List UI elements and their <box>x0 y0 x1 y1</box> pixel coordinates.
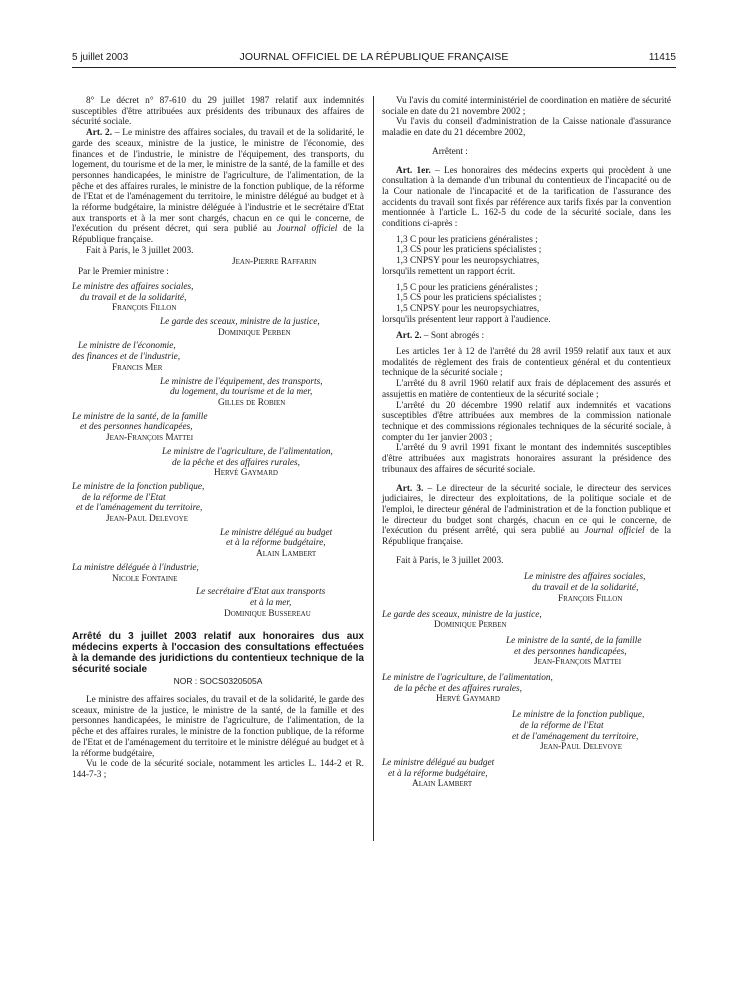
list-item: 1,3 CS pour les praticiens spécialistes ; <box>396 245 542 256</box>
signature-block: Le ministre délégué au budget et à la réforme budgétaire, Alain Lambert <box>382 758 671 790</box>
list-item: 1,5 CNPSY pour les neuropsychiatres, <box>396 303 540 314</box>
signature-block: La ministre déléguée à l'industrie, Nicole Fontaine <box>72 563 364 584</box>
header-rule <box>72 67 676 68</box>
signature-block: Le ministre de la fonction publique, de la réforme de l'Etat et de l'aménagement du territoire, Jean-Paul Delevoye <box>382 710 671 753</box>
article-label: Art. 1er. <box>396 165 431 176</box>
decree-item-8: 8° Le décret n° 87-610 du 29 juillet 1987 relatif aux indemnités susceptibles d'être attribuées aux présidents des tribunaux des affaires de sécurité sociale. <box>72 96 364 128</box>
column-divider <box>373 96 374 841</box>
nor-reference: NOR : SOCS0320505A <box>173 676 263 687</box>
visa-paragraph: Vu le code de la sécurité sociale, notamment les articles L. 144-2 et R. 144-7-3 ; <box>72 759 364 780</box>
article-label: Art. 2. <box>86 128 113 139</box>
left-column <box>72 96 364 781</box>
list-item: lorsqu'ils présentent leur rapport à l'audience. <box>382 314 551 325</box>
signatory-name: Alain Lambert <box>256 549 317 560</box>
signatory-name: Alain Lambert <box>412 779 473 790</box>
signature-block: Le ministre de l'économie, des finances et de l'industrie, Francis Mer <box>72 341 364 373</box>
signature-block: Le garde des sceaux, ministre de la justice, Dominique Perben <box>72 317 364 338</box>
signature-block: Le ministre délégué au budget et à la réforme budgétaire, Alain Lambert <box>72 528 364 560</box>
signatory-name: François Fillon <box>112 303 177 314</box>
page-header <box>72 50 676 66</box>
arrete-intro: Le ministre des affaires sociales, du travail et de la solidarité, le garde des sceaux, ministre de la justice, le ministre de la santé, de la famille et des personnes handicapées, le ministre de l'agriculture, de l'alimentation, de la pêche et des affaires rurales, le ministre de la fonction publique, de la réforme de l'Etat et de l'aménagement du territoire et le ministre délégué au budget et à la réforme budgétaire, <box>72 695 364 759</box>
arretent: Arrêtent : <box>432 146 468 157</box>
signature-block: Le ministre de la santé, de la famille et des personnes handicapées, Jean-François Mattei <box>72 412 364 444</box>
signatory-name: Dominique Perben <box>218 327 291 338</box>
arrete-article-2: Art. 2. – Sont abrogés : <box>396 331 485 342</box>
signatory-name: Hervé Gaymard <box>436 694 500 705</box>
arrete-title: Arrêté du 3 juillet 2003 relatif aux honoraires dus aux médecins experts à l'occasion des consultations effectuées à la demande des juridictions du contentieux technique de la sécurité sociale <box>72 631 364 676</box>
signature-block: Le ministre de la santé, de la famille et des personnes handicapées, Jean-François Mattei <box>382 636 671 668</box>
list-item: 1,5 C pour les praticiens généralistes ; <box>396 282 538 293</box>
fait-a-paris: Fait à Paris, le 3 juillet 2003. <box>86 245 194 256</box>
par-premier-ministre: Par le Premier ministre : <box>78 267 169 278</box>
abrogation-item: L'arrêté du 9 avril 1991 fixant le montant des indemnités susceptibles d'être attribuées aux magistrats honoraires assurant la présidence des tribunaux des affaires de sécurité sociale. <box>382 443 671 475</box>
article-label: Art. 2. <box>396 331 422 342</box>
signature-block: Le ministre des affaires sociales, du travail et de la solidarité, François Fillon <box>382 572 671 604</box>
signature-block: Le secrétaire d'Etat aux transports et à la mer, Dominique Bussereau <box>72 587 364 619</box>
signatory-name: Jean-François Mattei <box>106 433 194 444</box>
fee-list <box>382 235 671 326</box>
arrete-article-1: Art. 1er. – Les honoraires des médecins experts qui procèdent à une consultation à la demande d'un tribunal du contentieux de l'incapacité ou de la Cour nationale de l'incapacité et de la tarification de l'assurance des accidents du travail sont fixés par référence aux tarifs fixés par la convention mentionnée à l'article L. 162-5 du code de la sécurité sociale, dans les conditions ci-après : <box>382 165 671 230</box>
list-item: 1,3 C pour les praticiens généralistes ; <box>396 234 538 245</box>
signatory-name: Gilles de Robien <box>218 397 286 408</box>
page-number: 11415 <box>648 52 676 63</box>
signatory-name: Dominique Bussereau <box>224 608 311 619</box>
abrogation-item: Les articles 1er à 12 de l'arrêté du 28 avril 1959 relatif aux taux et aux modalités de règlement des frais de contentieux général et du contentieux technique de la sécurité sociale ; <box>382 347 671 379</box>
visa-paragraph: Vu l'avis du comité interministériel de coordination en matière de sécurité sociale en date du 21 novembre 2002 ; <box>382 96 671 117</box>
signature-block: Le ministre des affaires sociales, du travail et de la solidarité, François Fillon <box>72 282 364 314</box>
signatory-name: Jean-François Mattei <box>534 657 622 668</box>
signatory-name: Jean-Pierre Raffarin <box>232 256 317 267</box>
signatory-name: Dominique Perben <box>434 620 507 631</box>
signature-block: Le ministre de la fonction publique, de la réforme de l'Etat et de l'aménagement du territoire, Jean-Paul Delevoye <box>72 482 364 525</box>
signatory-name: François Fillon <box>558 593 623 604</box>
list-item: 1,3 CNPSY pour les neuropsychiatres, <box>396 256 540 267</box>
abrogation-item: L'arrêté du 8 avril 1960 relatif aux frais de déplacement des assurés et assujettis en matière de contentieux de la sécurité sociale ; <box>382 379 671 400</box>
journal-officiel-ref: Journal officiel <box>584 526 645 537</box>
decree-article-2: Art. 2. – Le ministre des affaires sociales, du travail et de la solidarité, le garde des sceaux, ministre de la justice, le ministre de l'économie, des finances et de l'industrie, le ministre de l'équipement, des transports, du logement, du tourisme et de la mer, le ministre de la santé, de la famille et des personnes handicapées, le ministre de l'agriculture, de l'alimentation, de la pêche et des affaires rurales, le ministre de la fonction publique, de la réforme de l'Etat et de l'aménagement du territoire, le ministre délégué au budget et à la réforme budgétaire, la ministre déléguée à l'industrie et le secrétaire d'Etat aux transports et à la mer sont chargés, chacun en ce qui le concerne, de l'exécution du présent décret, qui sera publié au Journal officiel de la République française. <box>72 128 365 246</box>
signatory-name: Francis Mer <box>112 362 163 373</box>
issue-date: 5 juillet 2003 <box>72 52 129 63</box>
arrete-article-3: Art. 3. – Le directeur de la sécurité sociale, le directeur des services judiciaires, le directeur des exploitations, de la politique sociale et de l'emploi, le directeur général de l'administration et de la fonction publique et le directeur du budget sont chargés, chacun en ce qui le concerne, de l'exécution du présent arrêté, qui sera publié au Journal officiel de la République française. <box>382 483 671 548</box>
signature-block: Le ministre de l'équipement, des transports, du logement, du tourisme et de la mer, Gilles de Robien <box>72 377 364 409</box>
fait-a-paris: Fait à Paris, le 3 juillet 2003. <box>396 555 504 566</box>
abrogation-item: L'arrêté du 20 décembre 1990 relatif aux indemnités et vacations susceptibles d'être attribuées aux membres de la commission nationale technique et des commissions régionales techniques de la sécurité sociale, à compter du 1er janvier 2003 ; <box>382 400 671 443</box>
list-item: lorsqu'ils remettent un rapport écrit. <box>382 266 516 277</box>
signatory-name: Hervé Gaymard <box>214 468 278 479</box>
journal-title: JOURNAL OFFICIEL DE LA RÉPUBLIQUE FRANÇAISE <box>239 51 509 63</box>
visa-paragraph: Vu l'avis du conseil d'administration de la Caisse nationale d'assurance maladie en date du 21 décembre 2002, <box>382 117 671 139</box>
article-label: Art. 3. <box>396 483 424 494</box>
signature-block: Le ministre de l'agriculture, de l'alimentation, de la pêche et des affaires rurales, Hervé Gaymard <box>382 673 671 705</box>
signatory-name: Nicole Fontaine <box>112 573 178 584</box>
signatory-name: Jean-Paul Delevoye <box>540 742 622 753</box>
right-column <box>382 96 671 790</box>
signatory-name: Jean-Paul Delevoye <box>106 514 188 525</box>
signature-block: Le ministre de l'agriculture, de l'alimentation, de la pêche et des affaires rurales, Hervé Gaymard <box>72 447 364 479</box>
list-item: 1,5 CS pour les praticiens spécialistes ; <box>396 293 542 304</box>
journal-officiel-ref: Journal officiel <box>277 224 338 235</box>
signature-block: Le garde des sceaux, ministre de la justice, Dominique Perben <box>382 610 671 631</box>
